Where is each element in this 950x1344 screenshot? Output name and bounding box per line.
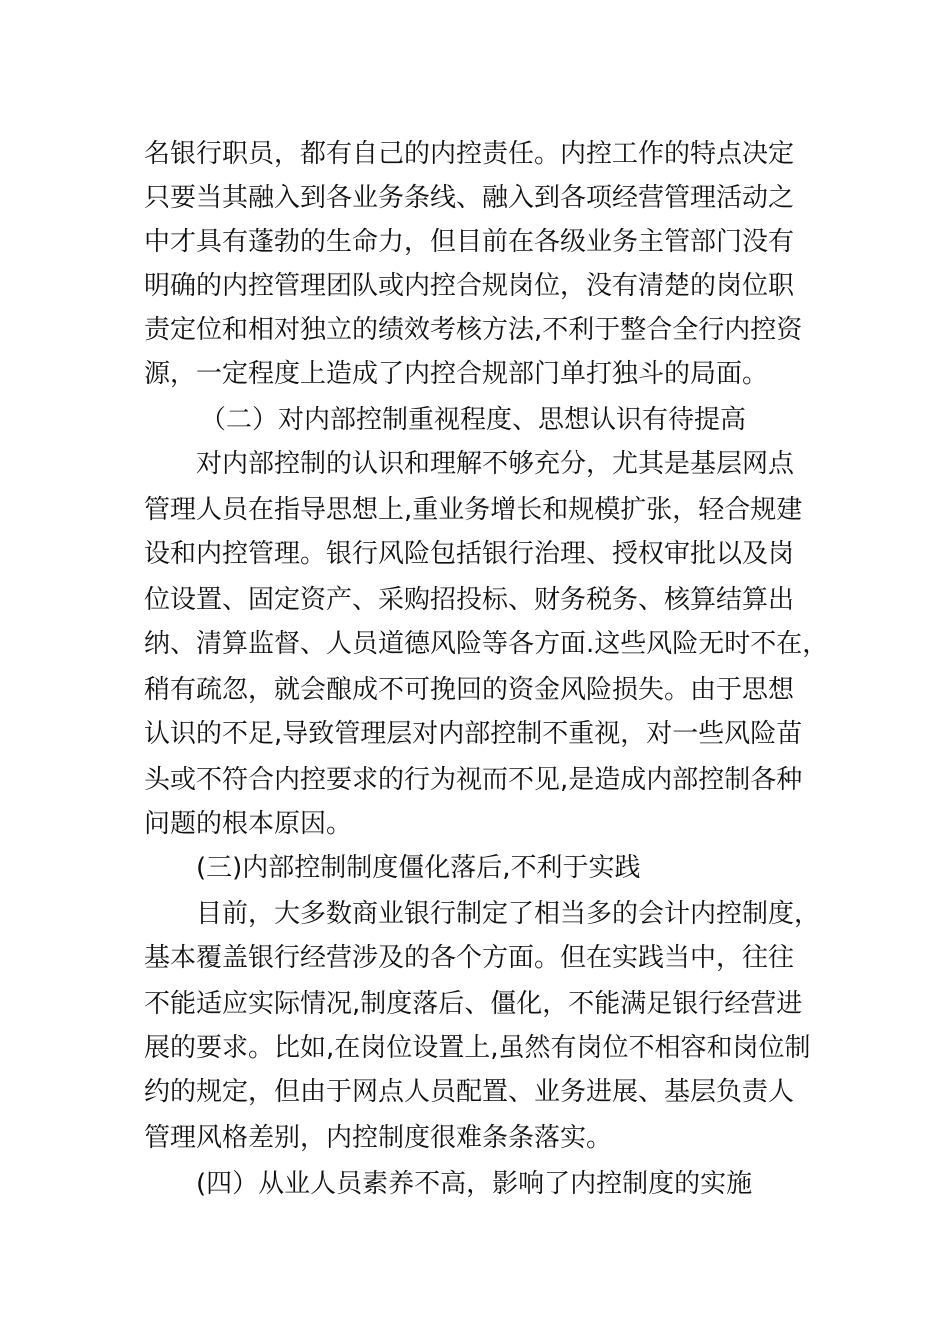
section-heading-3: (三)内部控制制度僵化落后,不利于实践	[196, 853, 641, 883]
body-text-line: 稍有疏忽，就会酿成不可挽回的资金风险损失。由于思想	[144, 675, 795, 705]
body-text-line: 只要当其融入到各业务条线、融入到各项经营管理活动之	[144, 183, 795, 213]
body-text-line: 位设置、固定资产、采购招投标、财务税务、核算结算出	[144, 585, 795, 615]
body-text-line: 问题的根本原因。	[144, 809, 353, 839]
section-heading-4: (四）从业人员素养不高，影响了内控制度的实施	[196, 1169, 753, 1199]
body-text-line: 中才具有蓬勃的生命力，但目前在各级业务主管部门没有	[144, 227, 795, 257]
body-text-line: 展的要求。比如,在岗位设置上,虽然有岗位不相容和岗位制	[144, 1033, 811, 1063]
body-text-line: 纳、清算监督、人员道德风险等各方面.这些风险无时不在，	[144, 629, 829, 659]
body-text-line: 源，一定程度上造成了内控合规部门单打独斗的局面。	[144, 359, 769, 389]
body-text-line: 认识的不足,导致管理层对内部控制不重视，对一些风险苗	[144, 719, 803, 749]
section-heading-2: （二）对内部控制重视程度、思想认识有待提高	[200, 405, 747, 435]
body-text-line: 明确的内控管理团队或内控合规岗位，没有清楚的岗位职	[144, 271, 795, 301]
paragraph-first-line: 目前，大多数商业银行制定了相当多的会计内控制度，	[196, 899, 821, 929]
body-text-line: 约的规定，但由于网点人员配置、业务进展、基层负责人	[144, 1077, 795, 1107]
body-text-line: 头或不符合内控要求的行为视而不见,是造成内部控制各种	[144, 765, 803, 795]
body-text-line: 基本覆盖银行经营涉及的各个方面。但在实践当中，往往	[144, 943, 795, 973]
body-text-line: 名银行职员，都有自己的内控责任。内控工作的特点决定	[144, 139, 795, 169]
body-text-line: 管理风格差别，内控制度很难条条落实。	[144, 1123, 613, 1153]
body-text-line: 设和内控管理。银行风险包括银行治理、授权审批以及岗	[144, 539, 795, 569]
paragraph-first-line: 对内部控制的认识和理解不够充分，尤其是基层网点	[196, 449, 795, 479]
body-text-line: 管理人员在指导思想上,重业务增长和规模扩张，轻合规建	[144, 495, 803, 525]
body-text-line: 责定位和相对独立的绩效考核方法,不利于整合全行内控资	[144, 315, 803, 345]
body-text-line: 不能适应实际情况,制度落后、僵化，不能满足银行经营进	[144, 989, 803, 1019]
